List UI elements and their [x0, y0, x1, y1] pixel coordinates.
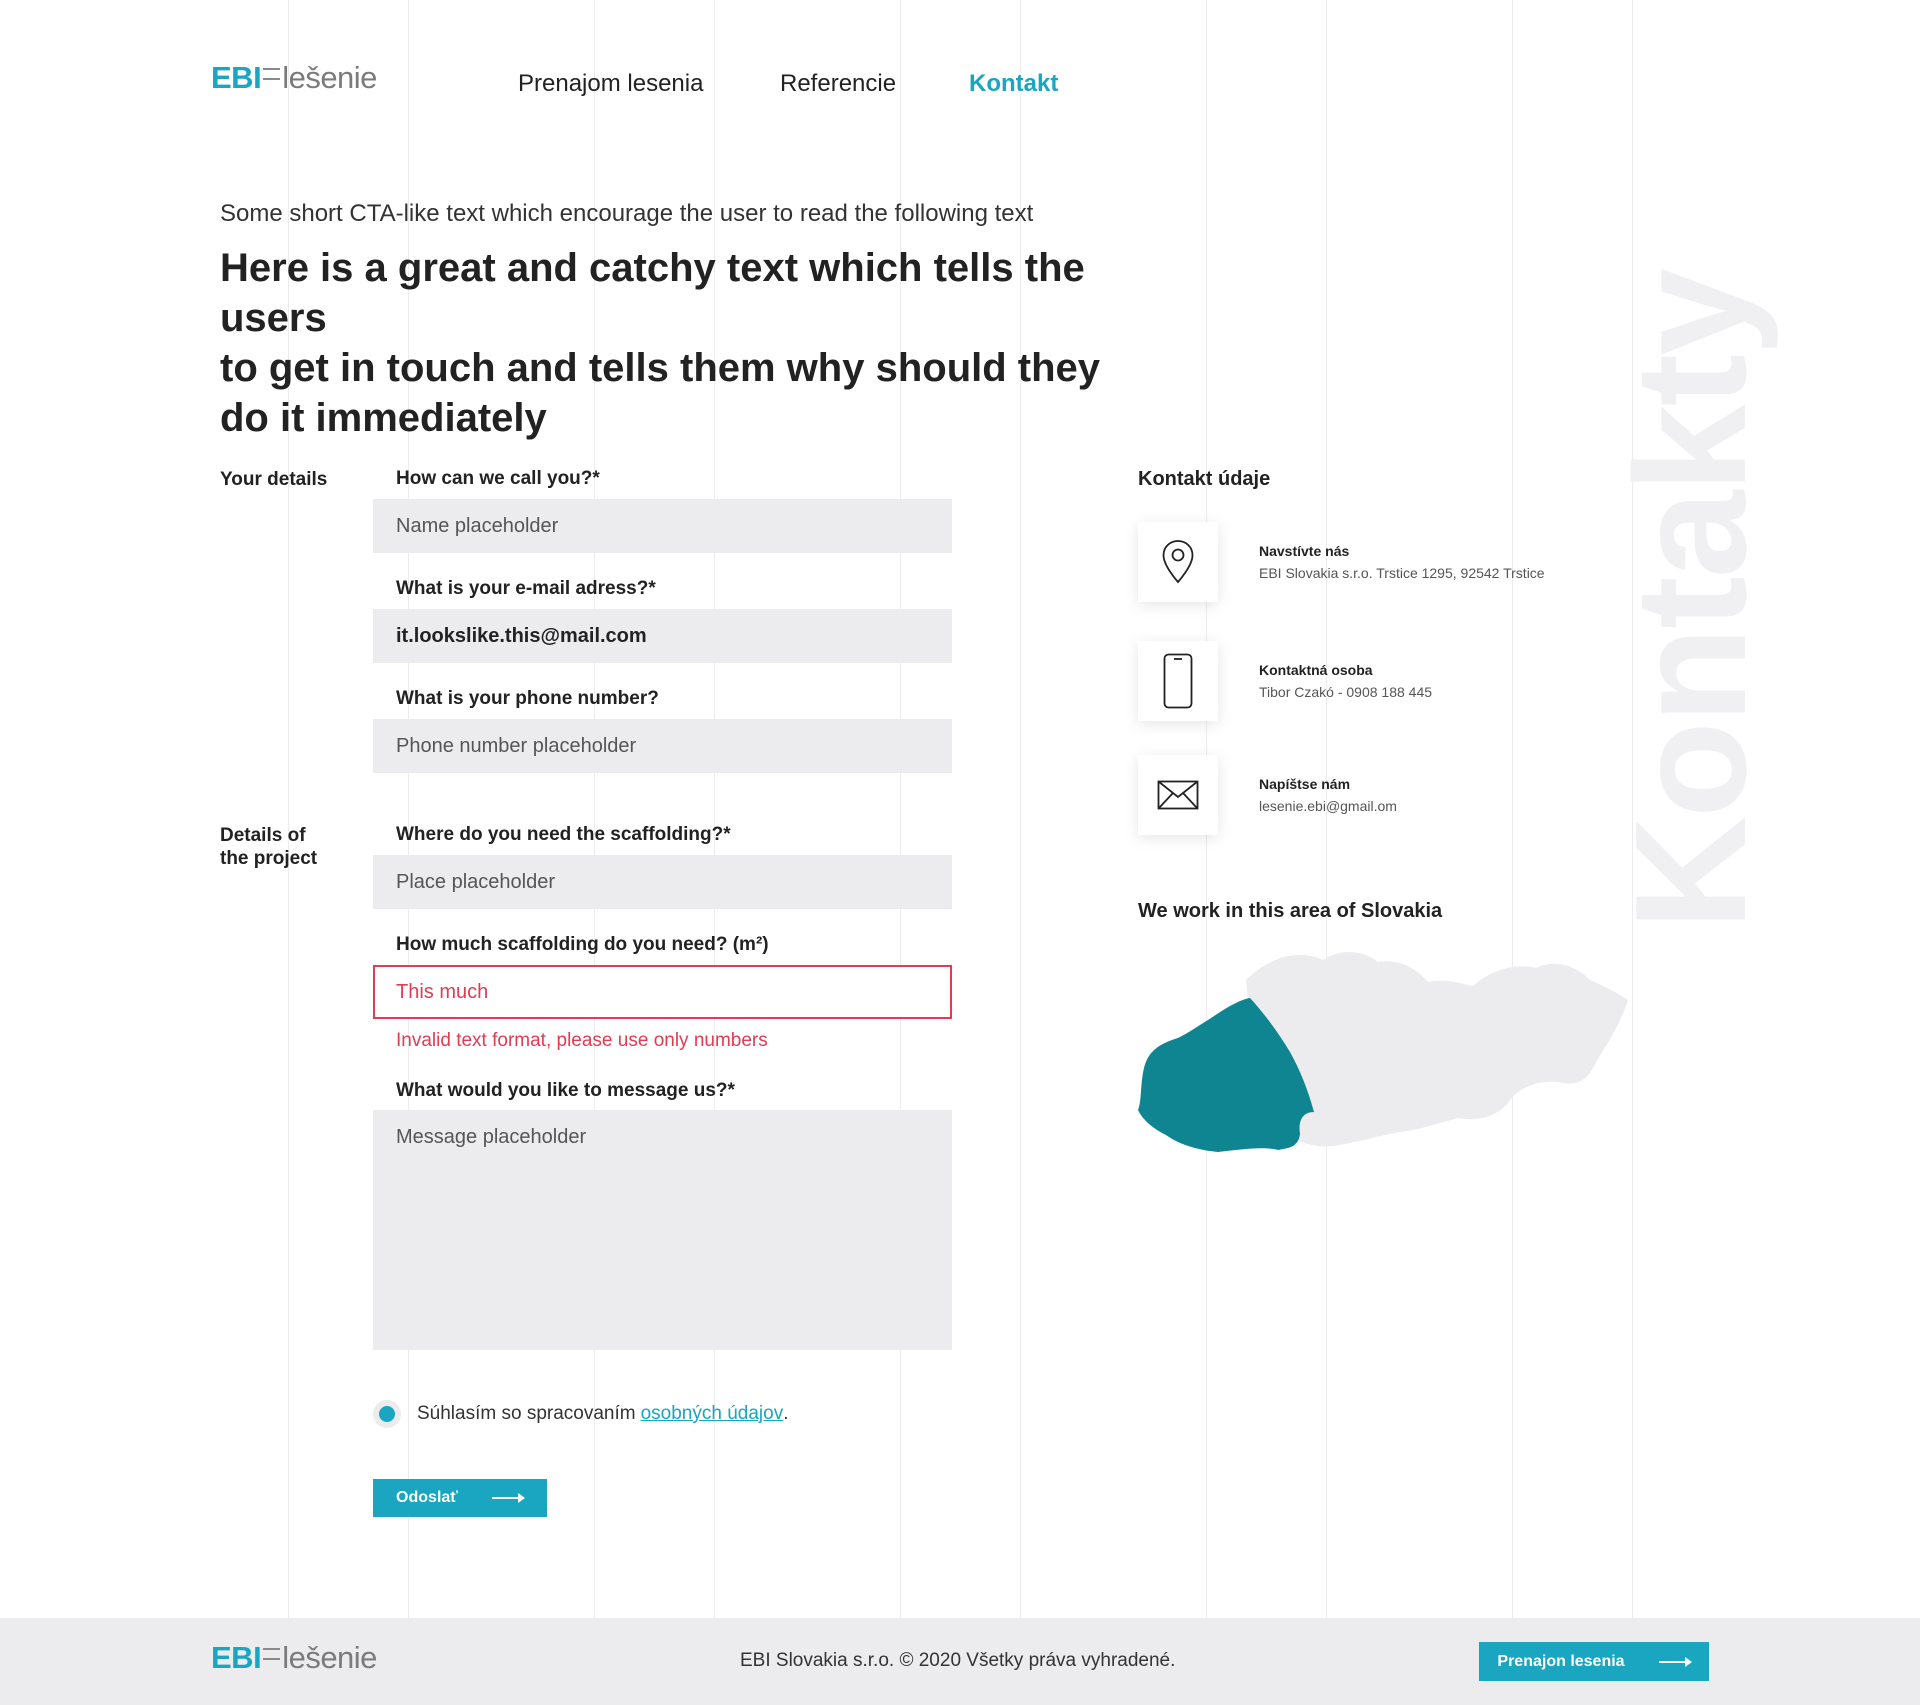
contact-item-person [1259, 662, 1432, 700]
contact-item-mail [1259, 776, 1397, 814]
place-input[interactable] [373, 855, 952, 909]
footer-copyright: EBI Slovakia s.r.o. © 2020 Všetky práva vyhradené. [740, 1650, 1176, 1671]
footer [0, 1618, 1920, 1705]
email-input[interactable] [373, 609, 952, 663]
header-logo[interactable] [211, 60, 377, 96]
section-label-project [220, 824, 317, 870]
logo-lines-icon [263, 1648, 280, 1660]
location-pin-icon [1138, 522, 1218, 602]
slovakia-map [1138, 940, 1628, 1155]
amount-error-message: Invalid text format, please use only numbers [396, 1030, 768, 1051]
headline-line: to get in touch and tells them why should they [220, 346, 1101, 390]
message-label: What would you like to message us?* [396, 1080, 735, 1101]
place-label: Where do you need the scaffolding?* [396, 824, 731, 845]
contact-item-title: Navstívte nás [1259, 543, 1350, 559]
headline-line: do it immediately [220, 396, 547, 440]
page-headline [220, 243, 1180, 443]
logo-lines-icon [263, 68, 280, 80]
phone-input[interactable] [373, 719, 952, 773]
consent-row [373, 1400, 788, 1428]
section-label-details: Your details [220, 469, 328, 490]
cta-text: Some short CTA-like text which encourage the user to read the following text [220, 200, 1034, 227]
consent-text: Súhlasím so spracovaním [417, 1403, 636, 1424]
work-area-heading: We work in this area of Slovakia [1138, 900, 1443, 922]
consent-link[interactable]: osobných údajov [640, 1403, 784, 1424]
mail-icon [1138, 755, 1218, 835]
contact-item-text: lesenie.ebi@gmail.om [1259, 798, 1397, 814]
section-label-line: the project [220, 848, 318, 869]
footer-button-label: Prenajon lesenia [1497, 1652, 1625, 1670]
headline-line: Here is a great and catchy text which tells the users [220, 246, 1085, 340]
amount-label: How much scaffolding do you need? (m²) [396, 934, 769, 955]
name-label: How can we call you?* [396, 468, 600, 489]
name-input[interactable] [373, 499, 952, 553]
contact-item-title: Kontaktná osoba [1259, 662, 1373, 678]
footer-rent-button[interactable] [1479, 1642, 1709, 1681]
footer-logo[interactable] [211, 1640, 377, 1676]
logo-secondary: lešenie [282, 60, 377, 95]
nav-item-kontakt[interactable]: Kontakt [969, 70, 1059, 97]
logo-primary: EBI [211, 60, 262, 95]
contact-heading: Kontakt údaje [1138, 468, 1271, 490]
nav-item-prenajom[interactable]: Prenajom lesenia [518, 70, 704, 97]
grid-line [1512, 0, 1513, 1618]
phone-icon [1138, 641, 1218, 721]
consent-checkbox[interactable] [373, 1400, 401, 1428]
logo-secondary: lešenie [282, 1640, 377, 1675]
contact-item-text: Tibor Czakó - 0908 188 445 [1259, 684, 1433, 700]
contact-item-title: Napíštse nám [1259, 776, 1351, 792]
email-label: What is your e-mail adress?* [396, 578, 656, 599]
amount-input[interactable] [373, 965, 952, 1019]
arrow-right-icon [1659, 1661, 1691, 1663]
phone-label: What is your phone number? [396, 688, 659, 709]
message-textarea[interactable] [373, 1110, 952, 1350]
nav-item-referencie[interactable]: Referencie [780, 70, 897, 97]
section-label-line: Details of [220, 825, 306, 846]
logo-primary: EBI [211, 1640, 262, 1675]
arrow-right-icon [492, 1497, 524, 1499]
consent-period: . [783, 1403, 789, 1424]
watermark-text: Kontakty [1603, 270, 1779, 930]
contact-item-text: EBI Slovakia s.r.o. Trstice 1295, 92542 Trstice [1259, 565, 1545, 581]
contact-item-visit [1259, 543, 1545, 581]
checkbox-dot-icon [379, 1406, 395, 1422]
submit-label: Odoslať [396, 1489, 458, 1506]
submit-button[interactable] [373, 1479, 547, 1517]
